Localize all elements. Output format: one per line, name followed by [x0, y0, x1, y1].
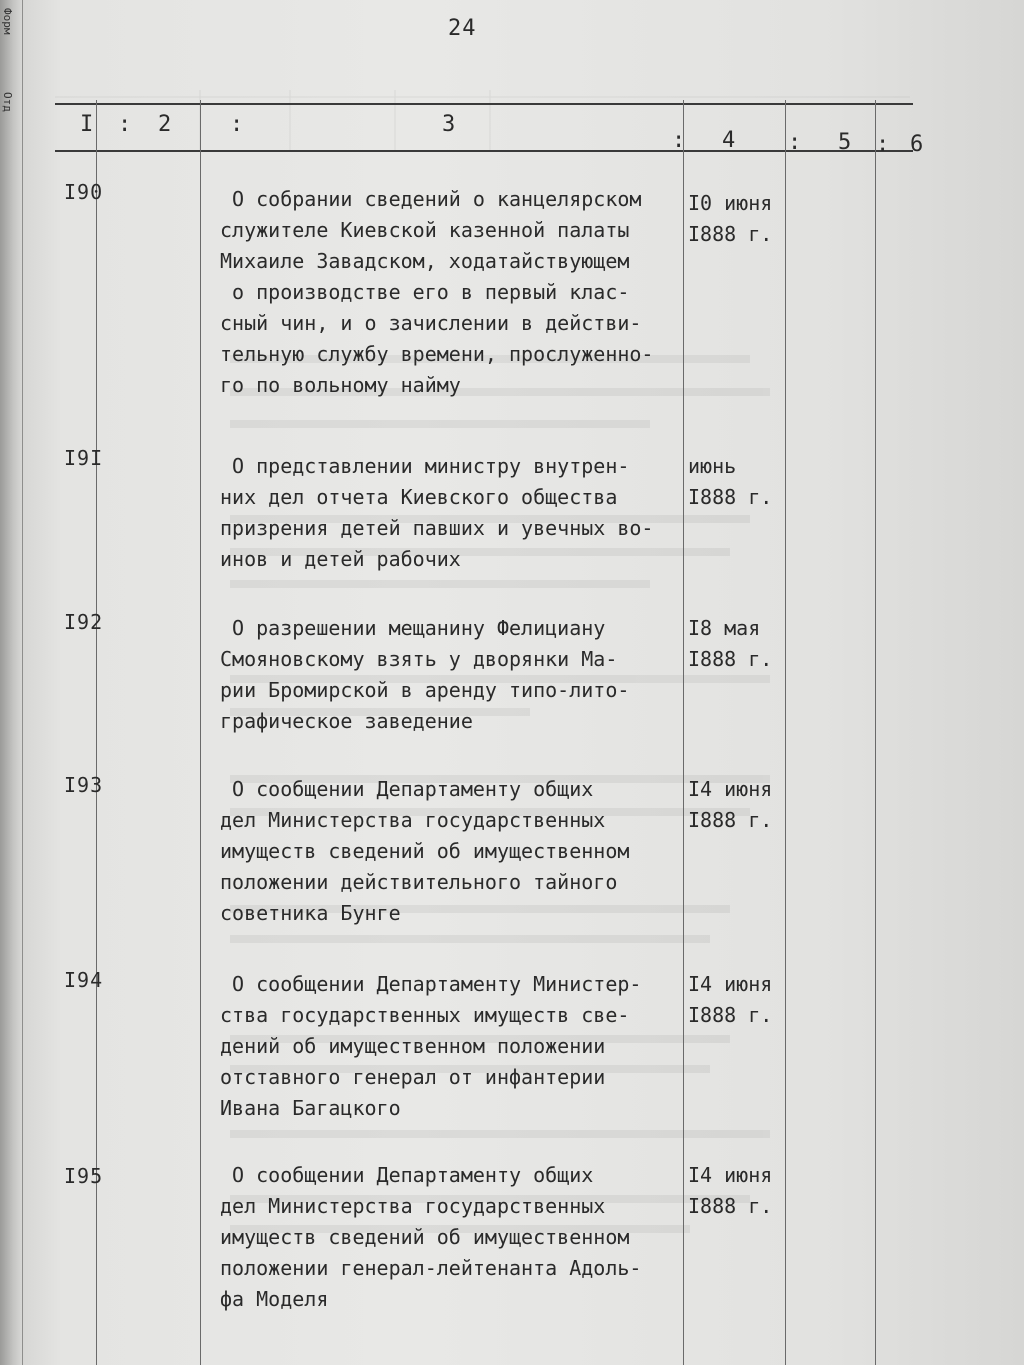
entry-number: I94 [64, 968, 104, 992]
binding-spine [0, 0, 23, 1365]
entry-number: I95 [64, 1164, 104, 1188]
column-header-6: 6 [910, 132, 924, 157]
page-number: 24 [448, 16, 477, 41]
column-header-sep-4: : [788, 130, 802, 155]
column-header-sep-3: : [672, 128, 686, 153]
entry-description: О сообщении Департаменту общих дел Министерства государственных имуществ сведений об имущественном положении генерал-лейтенанта Адоль- фа Моделя [220, 1163, 642, 1311]
column-header-5: 5 [838, 130, 852, 155]
column-header-1: I [80, 112, 94, 137]
spine-label-dept: Отд [1, 92, 14, 112]
column-header-2: 2 [158, 112, 172, 137]
column-header-sep-2: : [230, 112, 244, 137]
entry-date: I0 июня I888 г. [688, 191, 773, 246]
entry-date: июнь I888 г. [688, 454, 773, 509]
spine-label-form: Форм [1, 8, 14, 35]
column-header-sep-1: : [118, 112, 132, 137]
entry-number: I93 [64, 773, 104, 797]
entry-date: I4 июня I888 г. [688, 972, 773, 1027]
entry-number: I9I [64, 446, 104, 470]
column-header-3: 3 [442, 112, 456, 137]
entry-number: I90 [64, 180, 104, 204]
entry-date: I4 июня I888 г. [688, 1163, 773, 1218]
column-header-4: 4 [722, 128, 736, 153]
entry-number: I92 [64, 610, 104, 634]
entry-description: О разрешении мещанину Фелициану Смояновскому взять у дворянки Ма- рии Бромирской в аренду типо-лито- графическое заведение [220, 616, 630, 733]
column-divider-2 [200, 100, 201, 1365]
column-header-sep-5: : [876, 132, 890, 157]
entry-description: О сообщении Департаменту общих дел Министерства государственных имуществ сведений об имущественном положении действительного тайного советника Бунге [220, 777, 630, 925]
entry-date: I4 июня I888 г. [688, 777, 773, 832]
entry-date: I8 мая I888 г. [688, 616, 773, 671]
column-divider-5 [875, 100, 876, 1365]
entry-description: О сообщении Департаменту Министер- ства государственных имуществ све- дений об имущественном положении отставного генерал от инфантерии Ивана Багацкого [220, 972, 642, 1120]
entry-description: О представлении министру внутрен- них дел отчета Киевского общества призрения детей павших и увечных во- инов и детей рабочих [220, 454, 654, 571]
entry-description: О собрании сведений о канцелярском служителе Киевской казенной палаты Михаиле Завадском, ходатайствующем о производстве его в первый клас- сный чин, и о зачислении в действи- тельную службу времени, прослуженно- го по вольному найму [220, 187, 654, 397]
column-divider-4 [785, 100, 786, 1365]
